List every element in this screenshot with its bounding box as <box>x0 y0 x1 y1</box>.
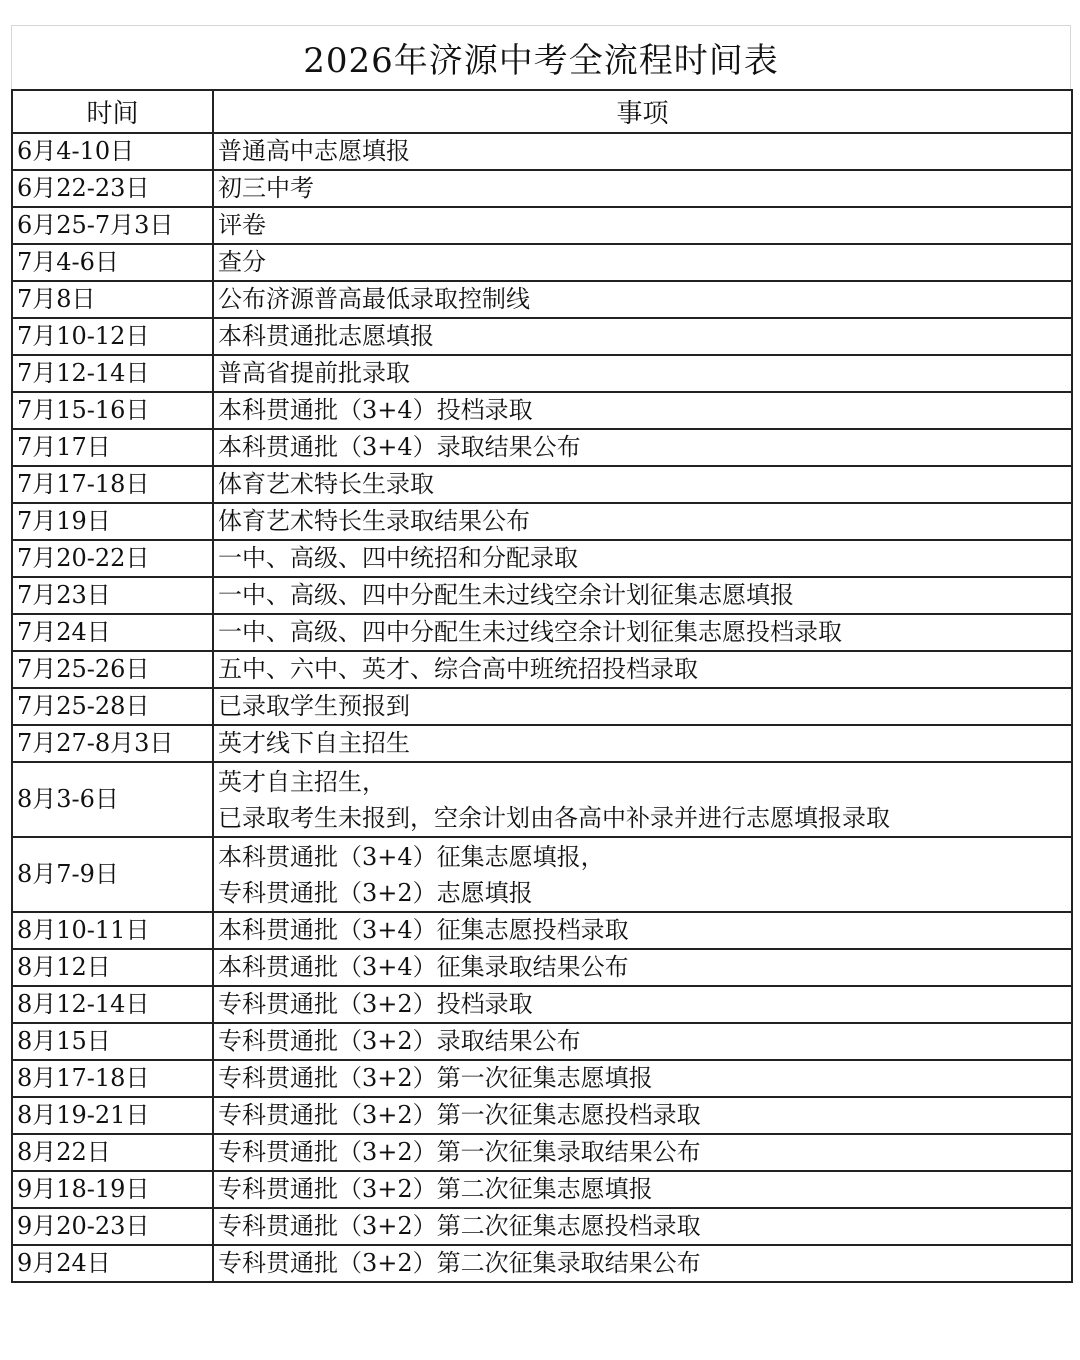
table-row <box>12 1208 1072 1245</box>
row-time-cell: 7月4-6日 <box>12 244 213 281</box>
row-time-cell: 8月10-11日 <box>12 912 213 949</box>
table-row <box>12 170 1072 207</box>
row-item-cell <box>213 1023 1072 1060</box>
row-time-cell: 7月12-14日 <box>12 355 213 392</box>
table-row <box>12 392 1072 429</box>
row-item-text: 专科贯通批（3+2）录取结果公布 <box>218 1027 581 1055</box>
row-item-text: 普高省提前批录取 <box>218 359 410 387</box>
row-item-text: 专科贯通批（3+2）投档录取 <box>218 990 533 1018</box>
header-row <box>12 90 1072 133</box>
row-time-cell: 6月25-7月3日 <box>12 207 213 244</box>
table-row <box>12 355 1072 392</box>
row-item-text: 体育艺术特长生录取结果公布 <box>218 507 530 535</box>
row-time-cell: 7月17-18日 <box>12 466 213 503</box>
table-row <box>12 577 1072 614</box>
row-time-cell: 7月27-8月3日 <box>12 725 213 762</box>
row-item-text: 专科贯通批（3+2）第二次征集录取结果公布 <box>218 1249 701 1277</box>
row-item-cell <box>213 429 1072 466</box>
row-time-cell: 8月22日 <box>12 1134 213 1171</box>
table-row <box>12 762 1072 837</box>
table-row <box>12 688 1072 725</box>
row-time-cell: 8月3-6日 <box>12 762 213 837</box>
row-time-cell: 7月20-22日 <box>12 540 213 577</box>
row-item-text: 专科贯通批（3+2）第一次征集志愿投档录取 <box>218 1101 701 1129</box>
table-header <box>12 90 1072 133</box>
table-row <box>12 1060 1072 1097</box>
row-item-text: 一中、高级、四中分配生未过线空余计划征集志愿填报 <box>218 581 794 609</box>
table-row <box>12 1171 1072 1208</box>
row-time-cell: 7月10-12日 <box>12 318 213 355</box>
row-item-text: 一中、高级、四中统招和分配录取 <box>218 544 578 572</box>
row-item-text: 查分 <box>218 248 266 276</box>
row-time-cell: 8月19-21日 <box>12 1097 213 1134</box>
table-row <box>12 837 1072 912</box>
table-row <box>12 1097 1072 1134</box>
row-item-text: 体育艺术特长生录取 <box>218 470 434 498</box>
row-time-cell: 7月25-28日 <box>12 688 213 725</box>
table-row <box>12 466 1072 503</box>
table-row <box>12 540 1072 577</box>
row-item-cell <box>213 133 1072 170</box>
row-item-cell <box>213 540 1072 577</box>
row-item-cell <box>213 281 1072 318</box>
row-item-cell <box>213 355 1072 392</box>
row-item-text: 本科贯通批（3+4）投档录取 <box>218 396 533 424</box>
row-item-cell <box>213 466 1072 503</box>
row-item-text: 英才自主招生， <box>218 767 386 796</box>
row-item-text: 一中、高级、四中分配生未过线空余计划征集志愿投档录取 <box>218 618 842 646</box>
row-item-text: 本科贯通批（3+4）征集志愿投档录取 <box>218 916 629 944</box>
row-time-cell: 8月15日 <box>12 1023 213 1060</box>
row-item-text: 专科贯通批（3+2）第一次征集录取结果公布 <box>218 1138 701 1166</box>
table-row <box>12 986 1072 1023</box>
row-item-cell <box>213 725 1072 762</box>
row-item-cell <box>213 1097 1072 1134</box>
row-item-text: 已录取考生未报到，空余计划由各高中补录并进行志愿填报录取 <box>218 803 890 832</box>
row-item-cell <box>213 1171 1072 1208</box>
row-item-cell <box>213 614 1072 651</box>
table-row <box>12 281 1072 318</box>
row-time-cell: 8月12-14日 <box>12 986 213 1023</box>
row-item-cell <box>213 1245 1072 1282</box>
row-item-text: 初三中考 <box>218 174 314 202</box>
row-item-cell <box>213 986 1072 1023</box>
table-row <box>12 429 1072 466</box>
row-item-cell <box>213 1208 1072 1245</box>
header-item: 事项 <box>213 90 1072 133</box>
row-item-text: 普通高中志愿填报 <box>218 137 410 165</box>
row-item-text: 公布济源普高最低录取控制线 <box>218 285 530 313</box>
row-item-cell <box>213 837 1072 912</box>
row-item-text: 评卷 <box>218 211 266 239</box>
row-item-cell <box>213 170 1072 207</box>
row-item-text: 本科贯通批志愿填报 <box>218 322 434 350</box>
table-body <box>12 133 1072 1282</box>
row-time-cell: 7月17日 <box>12 429 213 466</box>
row-item-cell <box>213 1060 1072 1097</box>
table-row <box>12 503 1072 540</box>
row-item-cell <box>213 1134 1072 1171</box>
row-time-cell: 9月20-23日 <box>12 1208 213 1245</box>
table-row <box>12 1245 1072 1282</box>
table-row <box>12 725 1072 762</box>
table-row <box>12 318 1072 355</box>
schedule-sheet <box>11 25 1071 1283</box>
table-row <box>12 1134 1072 1171</box>
table-row <box>12 651 1072 688</box>
row-item-cell <box>213 651 1072 688</box>
schedule-table <box>11 89 1073 1283</box>
row-time-cell: 7月19日 <box>12 503 213 540</box>
row-time-cell: 7月24日 <box>12 614 213 651</box>
row-item-text: 专科贯通批（3+2）第二次征集志愿填报 <box>218 1175 653 1203</box>
row-time-cell: 6月4-10日 <box>12 133 213 170</box>
row-item-cell <box>213 318 1072 355</box>
row-item-cell <box>213 912 1072 949</box>
row-time-cell: 8月17-18日 <box>12 1060 213 1097</box>
row-time-cell: 8月12日 <box>12 949 213 986</box>
table-row <box>12 244 1072 281</box>
row-time-cell: 9月18-19日 <box>12 1171 213 1208</box>
row-item-text: 已录取学生预报到 <box>218 692 410 720</box>
row-item-text: 专科贯通批（3+2）志愿填报 <box>218 878 533 907</box>
row-item-text: 五中、六中、英才、综合高中班统招投档录取 <box>218 655 698 683</box>
row-item-text: 本科贯通批（3+4）录取结果公布 <box>218 433 581 461</box>
table-row <box>12 614 1072 651</box>
row-item-cell <box>213 503 1072 540</box>
table-row <box>12 133 1072 170</box>
row-item-text: 英才线下自主招生 <box>218 729 410 757</box>
row-item-cell <box>213 244 1072 281</box>
table-row <box>12 207 1072 244</box>
row-item-cell <box>213 392 1072 429</box>
row-item-cell <box>213 207 1072 244</box>
row-item-text: 本科贯通批（3+4）征集录取结果公布 <box>218 953 629 981</box>
table-row <box>12 912 1072 949</box>
row-item-cell <box>213 949 1072 986</box>
row-item-text: 专科贯通批（3+2）第一次征集志愿填报 <box>218 1064 653 1092</box>
row-time-cell: 9月24日 <box>12 1245 213 1282</box>
row-time-cell: 7月8日 <box>12 281 213 318</box>
table-row <box>12 949 1072 986</box>
row-time-cell: 7月15-16日 <box>12 392 213 429</box>
row-item-cell <box>213 688 1072 725</box>
row-time-cell: 6月22-23日 <box>12 170 213 207</box>
row-time-cell: 7月23日 <box>12 577 213 614</box>
row-item-text: 专科贯通批（3+2）第二次征集志愿投档录取 <box>218 1212 701 1240</box>
row-time-cell: 7月25-26日 <box>12 651 213 688</box>
table-title-bar <box>11 25 1071 89</box>
row-item-text: 本科贯通批（3+4）征集志愿填报， <box>218 842 605 871</box>
row-item-cell <box>213 762 1072 837</box>
table-title: 2026年济源中考全流程时间表 <box>303 41 779 81</box>
table-row <box>12 1023 1072 1060</box>
header-time: 时间 <box>12 90 213 133</box>
row-time-cell: 8月7-9日 <box>12 837 213 912</box>
row-item-cell <box>213 577 1072 614</box>
